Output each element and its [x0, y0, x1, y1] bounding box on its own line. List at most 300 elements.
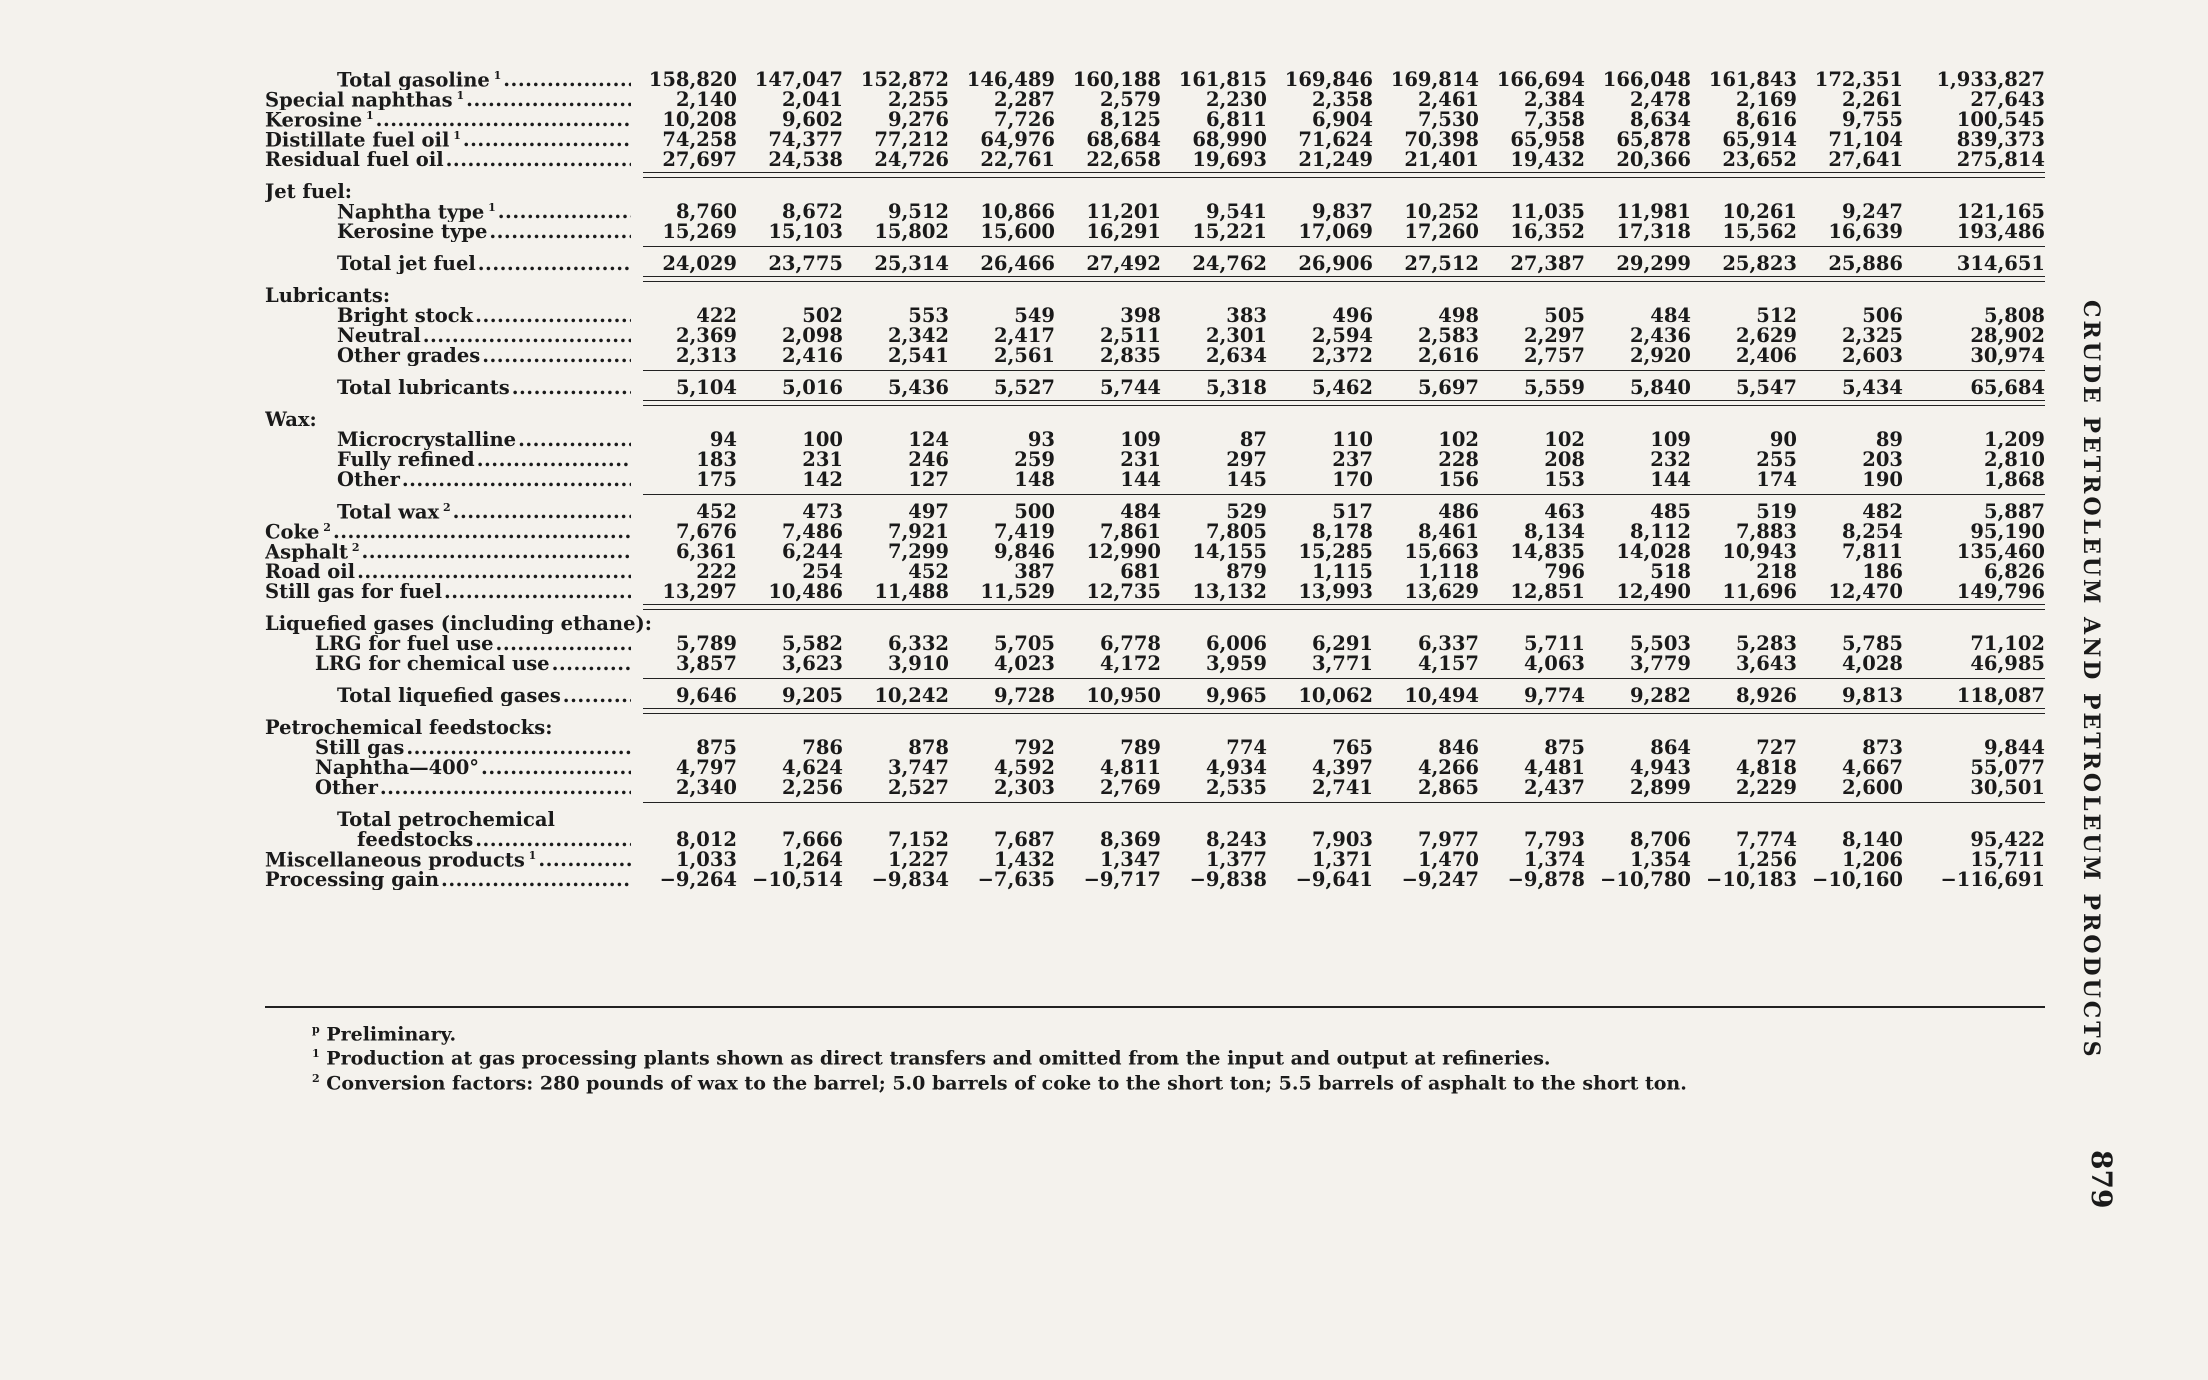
table-cell: 7,676: [675, 520, 737, 543]
table-cell: 8,254: [1841, 520, 1903, 543]
table-cell: 10,950: [1086, 684, 1161, 707]
table-cell: 13,132: [1192, 580, 1267, 603]
table-cell: 27,512: [1404, 252, 1479, 275]
table-cell: 64,976: [980, 128, 1055, 151]
table-cell: 2,140: [675, 88, 737, 111]
table-cell: 8,926: [1735, 684, 1797, 707]
table-cell: 5,697: [1417, 376, 1479, 399]
table-cell: 26,466: [980, 252, 1055, 275]
row-values: [631, 430, 2045, 450]
table-cell: 5,104: [675, 376, 737, 399]
table-cell: 19,432: [1510, 148, 1585, 171]
table-cell: 506: [1862, 304, 1903, 327]
table-cell: 4,811: [1099, 756, 1161, 779]
row-label: Still gas .....: [265, 738, 631, 758]
table-cell: 190: [1862, 468, 1903, 491]
table-cell: 102: [1438, 428, 1479, 451]
table-cell: 95,422: [1970, 828, 2045, 851]
table-cell: 2,437: [1523, 776, 1585, 799]
table-cell: 2,583: [1417, 324, 1479, 347]
table-cell: 9,813: [1841, 684, 1903, 707]
table-row: [265, 850, 2045, 870]
table-cell: 6,332: [887, 632, 949, 655]
table-cell: 10,252: [1404, 200, 1479, 223]
table-cell: 27,643: [1970, 88, 2045, 111]
table-cell: 9,541: [1205, 200, 1267, 223]
section-header: [265, 410, 2045, 430]
table-cell: 1,264: [781, 848, 843, 871]
table-cell: 519: [1756, 500, 1797, 523]
table-cell: 100: [802, 428, 843, 451]
table-cell: 2,629: [1735, 324, 1797, 347]
table-cell: 7,687: [993, 828, 1055, 851]
row-label: Still gas for fuel .....: [265, 582, 631, 602]
row-label: Other grades .....: [265, 346, 631, 366]
table-cell: 9,846: [993, 540, 1055, 563]
row-values: [631, 850, 2045, 870]
table-cell: 15,600: [980, 220, 1055, 243]
table-cell: 77,212: [874, 128, 949, 151]
table-cell: 21,401: [1404, 148, 1479, 171]
table-cell: 9,602: [781, 108, 843, 131]
table-cell: 4,157: [1417, 652, 1479, 675]
row-values: [631, 202, 2045, 222]
table-cell: 55,077: [1970, 756, 2045, 779]
table-cell: 2,358: [1311, 88, 1373, 111]
table-cell: 135,460: [1956, 540, 2045, 563]
table-cell: 2,541: [887, 344, 949, 367]
table-cell: −10,514: [752, 868, 843, 891]
table-cell: 15,221: [1192, 220, 1267, 243]
table-cell: 169,846: [1284, 68, 1373, 91]
table-cell: 1,354: [1629, 848, 1691, 871]
table-cell: 2,256: [781, 776, 843, 799]
table-cell: 22,658: [1086, 148, 1161, 171]
table-cell: 4,023: [993, 652, 1055, 675]
table-cell: 15,103: [768, 220, 843, 243]
row-label: Bright stock .....: [265, 306, 631, 326]
table-cell: 30,501: [1970, 776, 2045, 799]
table-cell: 1,227: [887, 848, 949, 871]
table-cell: 5,840: [1629, 376, 1691, 399]
table-cell: 6,826: [1983, 560, 2045, 583]
row-values: [631, 758, 2045, 778]
table-cell: 26,906: [1298, 252, 1373, 275]
table-cell: 7,977: [1417, 828, 1479, 851]
table-cell: 878: [908, 736, 949, 759]
table-cell: 93: [1027, 428, 1055, 451]
table-cell: 218: [1756, 560, 1797, 583]
row-values: [631, 870, 2045, 890]
table-cell: −10,160: [1812, 868, 1903, 891]
table-cell: 2,342: [887, 324, 949, 347]
table-cell: 10,208: [662, 108, 737, 131]
table-cell: 13,297: [662, 580, 737, 603]
row-values: [631, 522, 2045, 542]
row-label: Processing gain .....: [265, 870, 631, 890]
row-label: Residual fuel oil .....: [265, 150, 631, 170]
table-cell: 169,814: [1390, 68, 1479, 91]
table-cell: 8,461: [1417, 520, 1479, 543]
table-cell: 6,811: [1205, 108, 1267, 131]
table-cell: 875: [696, 736, 737, 759]
table-cell: 2,810: [1983, 448, 2045, 471]
table-cell: 786: [802, 736, 843, 759]
page-number: 879: [2085, 1150, 2118, 1209]
row-values: [631, 654, 2045, 674]
table-cell: 193,486: [1956, 220, 2045, 243]
table-cell: 512: [1756, 304, 1797, 327]
table-cell: 422: [696, 304, 737, 327]
table-cell: 24,762: [1192, 252, 1267, 275]
table-cell: 153: [1544, 468, 1585, 491]
table-cell: −9,717: [1083, 868, 1161, 891]
row-label: Neutral .....: [265, 326, 631, 346]
table-cell: 5,547: [1735, 376, 1797, 399]
table-cell: 95,190: [1970, 520, 2045, 543]
table-cell: 2,527: [887, 776, 949, 799]
table-cell: 102: [1544, 428, 1585, 451]
table-cell: 1,868: [1983, 468, 2045, 491]
table-cell: 1,347: [1099, 848, 1161, 871]
table-cell: 14,835: [1510, 540, 1585, 563]
table-cell: 12,470: [1828, 580, 1903, 603]
total-row: [265, 810, 2045, 830]
row-label: Miscellaneous products $^1$ .....: [265, 846, 631, 871]
table-cell: −9,878: [1507, 868, 1585, 891]
table-row: [265, 430, 2045, 450]
table-cell: 9,646: [675, 684, 737, 707]
table-cell: 864: [1650, 736, 1691, 759]
table-cell: 222: [696, 560, 737, 583]
row-values: [631, 738, 2045, 758]
table-cell: 2,899: [1629, 776, 1691, 799]
table-cell: 25,314: [874, 252, 949, 275]
table-cell: 10,242: [874, 684, 949, 707]
table-cell: 90: [1769, 428, 1797, 451]
table-cell: 5,318: [1205, 376, 1267, 399]
table-row: [265, 758, 2045, 778]
row-label: Fully refined .....: [265, 450, 631, 470]
table-cell: 13,993: [1298, 580, 1373, 603]
table-cell: 2,372: [1311, 344, 1373, 367]
table-cell: 1,470: [1417, 848, 1479, 871]
table-cell: 65,684: [1970, 376, 2045, 399]
table-cell: 170: [1332, 468, 1373, 491]
table-row: [265, 450, 2045, 470]
table-cell: 10,486: [768, 580, 843, 603]
table-row: [265, 582, 2045, 602]
footnote-1: $^1$ Production at gas processing plants shown as direct transfers and omitted from the input and output at refineries.: [312, 1047, 1551, 1070]
table-cell: 5,462: [1311, 376, 1373, 399]
table-cell: 254: [802, 560, 843, 583]
table-row: [265, 222, 2045, 242]
table-cell: 15,285: [1298, 540, 1373, 563]
table-cell: 7,861: [1099, 520, 1161, 543]
table-cell: 9,282: [1629, 684, 1691, 707]
table-cell: 4,481: [1523, 756, 1585, 779]
table-cell: 7,419: [993, 520, 1055, 543]
table-cell: 65,878: [1616, 128, 1691, 151]
table-cell: 5,808: [1983, 304, 2045, 327]
rule: [265, 706, 2045, 718]
table-cell: 29,299: [1616, 252, 1691, 275]
table-cell: 3,643: [1735, 652, 1797, 675]
table-cell: 11,201: [1086, 200, 1161, 223]
table-cell: 485: [1650, 500, 1691, 523]
table-cell: 20,366: [1616, 148, 1691, 171]
table-cell: 4,943: [1629, 756, 1691, 779]
table-cell: 14,028: [1616, 540, 1691, 563]
table-cell: 166,048: [1602, 68, 1691, 91]
table-cell: 12,490: [1616, 580, 1691, 603]
table-cell: 2,229: [1735, 776, 1797, 799]
rule: [265, 674, 2045, 686]
table-cell: 8,134: [1523, 520, 1585, 543]
rule: [265, 366, 2045, 378]
table-cell: 9,837: [1311, 200, 1373, 223]
table-cell: 9,844: [1983, 736, 2045, 759]
table-cell: 10,494: [1404, 684, 1479, 707]
row-values: [631, 222, 2045, 242]
table-cell: 15,711: [1970, 848, 2045, 871]
table-cell: 24,538: [768, 148, 843, 171]
table-cell: 4,028: [1841, 652, 1903, 675]
row-label: Total liquefied gases .....: [265, 686, 631, 706]
table-cell: 4,818: [1735, 756, 1797, 779]
table-cell: 142: [802, 468, 843, 491]
table-cell: 774: [1226, 736, 1267, 759]
table-cell: 15,562: [1722, 220, 1797, 243]
table-cell: 2,535: [1205, 776, 1267, 799]
row-values: [631, 686, 2045, 706]
table-cell: 2,561: [993, 344, 1055, 367]
table-cell: 174: [1756, 468, 1797, 491]
table-row: [265, 654, 2045, 674]
table-cell: 2,603: [1841, 344, 1903, 367]
table-cell: 2,835: [1099, 344, 1161, 367]
section-header-label: Liquefied gases (including ethane):: [265, 614, 652, 634]
row-label: Special naphthas $^1$ .....: [265, 86, 631, 111]
table-cell: 879: [1226, 560, 1267, 583]
table-cell: −9,834: [871, 868, 949, 891]
table-cell: 6,006: [1205, 632, 1267, 655]
table-cell: 27,492: [1086, 252, 1161, 275]
table-cell: 792: [1014, 736, 1055, 759]
table-cell: 2,616: [1417, 344, 1479, 367]
table-row: [265, 778, 2045, 798]
table-cell: 12,990: [1086, 540, 1161, 563]
table-cell: 2,436: [1629, 324, 1691, 347]
table-cell: 25,886: [1828, 252, 1903, 275]
table-cell: 500: [1014, 500, 1055, 523]
table-cell: 383: [1226, 304, 1267, 327]
table-cell: 6,291: [1311, 632, 1373, 655]
table-cell: 68,684: [1086, 128, 1161, 151]
table-cell: 7,299: [887, 540, 949, 563]
table-cell: 231: [1120, 448, 1161, 471]
table-cell: 161,815: [1178, 68, 1267, 91]
table-cell: 100,545: [1956, 108, 2045, 131]
table-cell: 13,629: [1404, 580, 1479, 603]
table-cell: 518: [1650, 560, 1691, 583]
table-cell: 5,016: [781, 376, 843, 399]
table-cell: 1,432: [993, 848, 1055, 871]
row-label: Distillate fuel oil $^1$ .....: [265, 126, 631, 151]
table-cell: 5,434: [1841, 376, 1903, 399]
table-cell: 146,489: [966, 68, 1055, 91]
table-cell: 553: [908, 304, 949, 327]
table-cell: 7,921: [887, 520, 949, 543]
table-row: [265, 870, 2045, 890]
row-values: [631, 830, 2045, 850]
table-cell: 486: [1438, 500, 1479, 523]
table-cell: 2,301: [1205, 324, 1267, 347]
row-label: Road oil .....: [265, 562, 631, 582]
table-cell: 1,209: [1983, 428, 2045, 451]
table-cell: 3,910: [887, 652, 949, 675]
table-cell: 89: [1875, 428, 1903, 451]
table-cell: 873: [1862, 736, 1903, 759]
table-cell: 127: [908, 468, 949, 491]
table-cell: 16,291: [1086, 220, 1161, 243]
table-cell: 1,206: [1841, 848, 1903, 871]
row-values: [631, 502, 2045, 522]
table-cell: 8,012: [675, 828, 737, 851]
table-cell: 27,697: [662, 148, 737, 171]
table-cell: 398: [1120, 304, 1161, 327]
table-cell: 158,820: [648, 68, 737, 91]
table-cell: 5,744: [1099, 376, 1161, 399]
rule: [265, 170, 2045, 182]
table-cell: 24,029: [662, 252, 737, 275]
table-cell: 4,397: [1311, 756, 1373, 779]
table-cell: 8,243: [1205, 828, 1267, 851]
table-cell: 2,325: [1841, 324, 1903, 347]
table-cell: 17,069: [1298, 220, 1373, 243]
table-cell: 17,318: [1616, 220, 1691, 243]
rule: [265, 602, 2045, 614]
table-cell: 529: [1226, 500, 1267, 523]
table-cell: −9,247: [1401, 868, 1479, 891]
row-values: [631, 110, 2045, 130]
table-cell: 3,779: [1629, 652, 1691, 675]
table-row: [265, 202, 2045, 222]
table-cell: 94: [709, 428, 737, 451]
table-cell: 297: [1226, 448, 1267, 471]
table-row: [265, 130, 2045, 150]
table-cell: 5,582: [781, 632, 843, 655]
table-cell: 8,125: [1099, 108, 1161, 131]
row-label: Naphtha—400° .....: [265, 758, 631, 778]
table-cell: 5,527: [993, 376, 1055, 399]
table-cell: 110: [1332, 428, 1373, 451]
table-cell: 23,652: [1722, 148, 1797, 171]
table-bottom-rule: [265, 1006, 2045, 1008]
table-cell: 6,778: [1099, 632, 1161, 655]
rule: [265, 798, 2045, 810]
table-cell: 2,041: [781, 88, 843, 111]
section-header: [265, 718, 2045, 738]
table-cell: 232: [1650, 448, 1691, 471]
table-cell: 9,247: [1841, 200, 1903, 223]
table-cell: 5,705: [993, 632, 1055, 655]
row-label: Asphalt $^2$ .....: [265, 538, 631, 563]
table-cell: 4,266: [1417, 756, 1479, 779]
table-cell: 2,417: [993, 324, 1055, 347]
row-label: Naphtha type $^1$ .....: [265, 198, 631, 223]
table-cell: 7,486: [781, 520, 843, 543]
table-cell: 2,579: [1099, 88, 1161, 111]
table-cell: 2,741: [1311, 776, 1373, 799]
section-header-label: Lubricants:: [265, 286, 391, 306]
table-cell: 12,735: [1086, 580, 1161, 603]
row-values: [631, 582, 2045, 602]
section-header-label: Jet fuel:: [265, 182, 353, 202]
table-cell: 2,634: [1205, 344, 1267, 367]
table-cell: 505: [1544, 304, 1585, 327]
table-cell: 160,188: [1072, 68, 1161, 91]
table-cell: 1,033: [675, 848, 737, 871]
table-cell: 22,761: [980, 148, 1055, 171]
table-cell: 681: [1120, 560, 1161, 583]
table-row: [265, 562, 2045, 582]
table-cell: 2,313: [675, 344, 737, 367]
table-cell: 27,387: [1510, 252, 1585, 275]
table-cell: 8,706: [1629, 828, 1691, 851]
table-row: [265, 542, 2045, 562]
table-cell: 9,205: [781, 684, 843, 707]
table-cell: 208: [1544, 448, 1585, 471]
footnote-preliminary: $^p$ Preliminary.: [312, 1023, 457, 1046]
row-label: Total petrochemical: [337, 810, 555, 830]
table-cell: 497: [908, 500, 949, 523]
table-cell: 12,851: [1510, 580, 1585, 603]
row-values: [631, 542, 2045, 562]
table-cell: 452: [696, 500, 737, 523]
table-cell: 275,814: [1956, 148, 2045, 171]
table-cell: 2,287: [993, 88, 1055, 111]
row-values: [631, 254, 2045, 274]
table-cell: 3,771: [1311, 652, 1373, 675]
table-cell: 149,796: [1956, 580, 2045, 603]
table-row: [265, 306, 2045, 326]
table-cell: −9,838: [1189, 868, 1267, 891]
table-cell: 2,920: [1629, 344, 1691, 367]
table-row: [265, 470, 2045, 490]
row-values: [631, 470, 2045, 490]
row-label: Total jet fuel .....: [265, 254, 631, 274]
table-cell: 9,965: [1205, 684, 1267, 707]
table-cell: −116,691: [1940, 868, 2045, 891]
table-cell: 46,985: [1970, 652, 2045, 675]
table-cell: 11,529: [980, 580, 1055, 603]
table-cell: 74,377: [768, 128, 843, 151]
table-cell: 148: [1014, 468, 1055, 491]
table-cell: 8,634: [1629, 108, 1691, 131]
table-cell: 19,693: [1192, 148, 1267, 171]
table-cell: 7,152: [887, 828, 949, 851]
section-header: [265, 614, 2045, 634]
table-cell: 71,102: [1970, 632, 2045, 655]
table-cell: 9,276: [887, 108, 949, 131]
table-cell: 17,260: [1404, 220, 1479, 243]
row-label: LRG for chemical use .....: [265, 654, 631, 674]
table-cell: 23,775: [768, 252, 843, 275]
table-cell: 68,990: [1192, 128, 1267, 151]
total-row: [265, 254, 2045, 274]
table-cell: 387: [1014, 560, 1055, 583]
